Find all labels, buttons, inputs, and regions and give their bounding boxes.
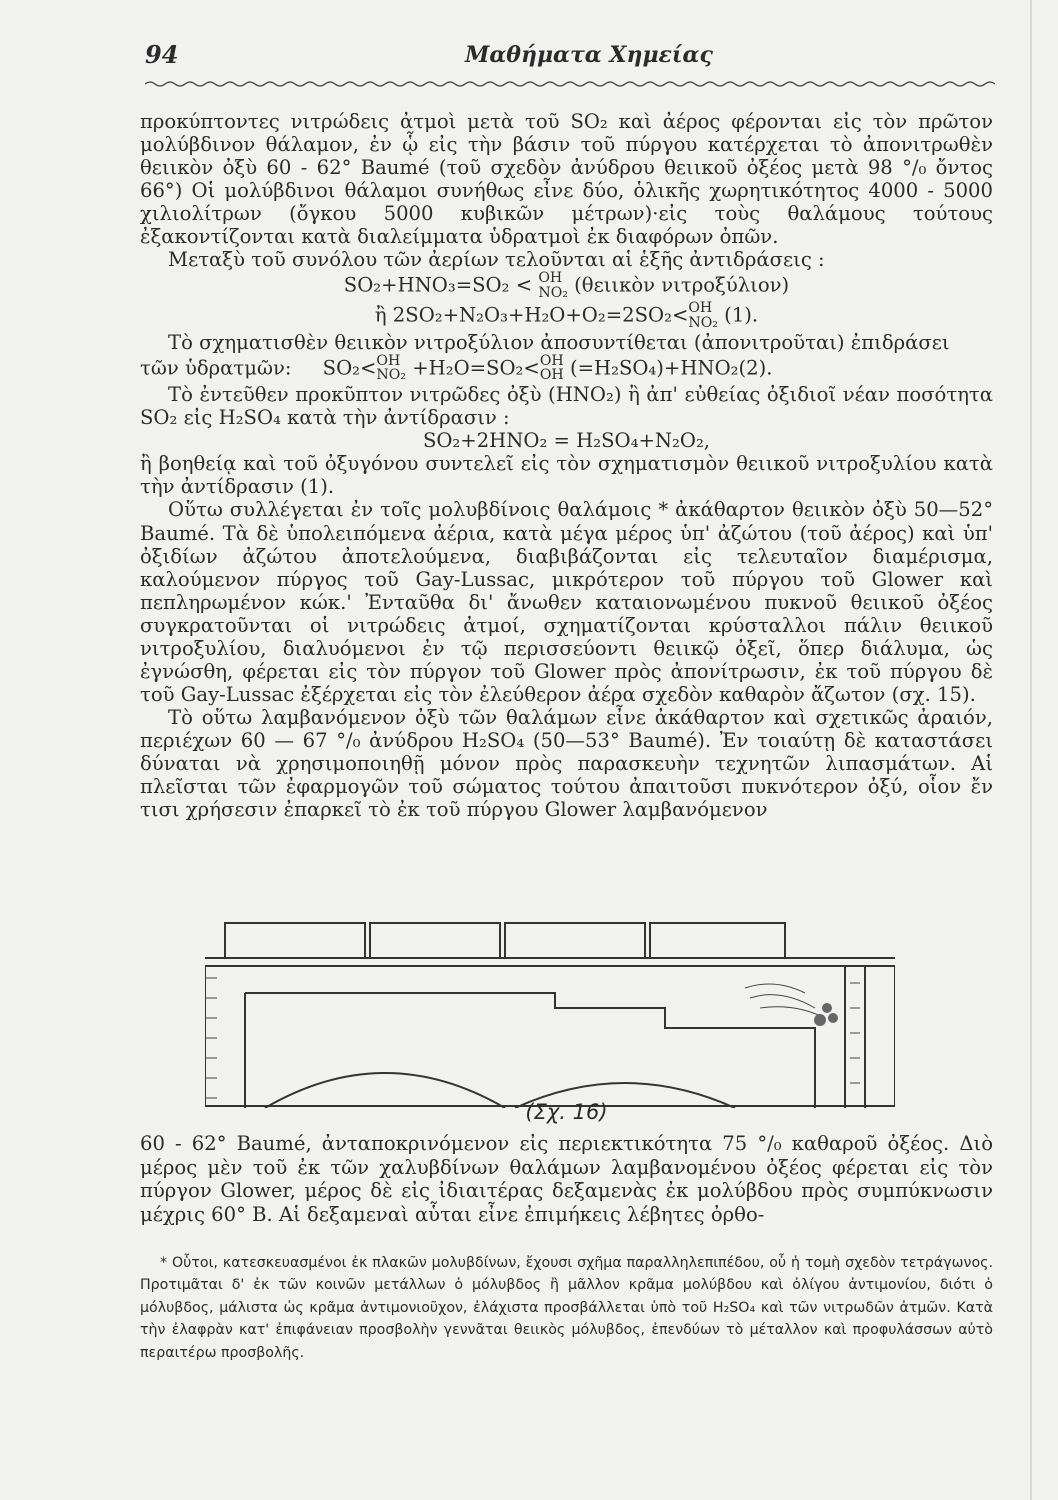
equation-text: +H₂O=SO₂ bbox=[412, 355, 524, 379]
footnote-text: * Οὗτοι, κατεσκευασμένοι ἐκ πλακῶν μολυβδίνων, ἔχουσι σχῆμα παραλληλεπιπέδου, οὗ ἡ τομὴ σχεδὸν τετράγωνος. Προτιμᾶται δ' ἐκ τῶν κοινῶν μετάλλων ὁ μόλυβδος ἢ μᾶλλον κρᾶμα μολύβδου καὶ ὀλίγου ἀντιμονίου, διότι ὁ μόλυβδος, μάλιστα ὡς κρᾶμα ἀντιμονιοῦχον, ἐλάχιστα προσβάλλεται ὑπὸ τοῦ H₂SO₄ καὶ τῶν νιτρωδῶν ἀτμῶν. Κατὰ τὴν ἐλαφρὰν κατ' ἐπιφάνειαν προσβολὴν γεννᾶται θειικὸς μόλυβδος, ἐπενδύων τὸ μέταλλον καὶ προφυλάσσων αὐτὸ περαιτέρω προσβολῆς. bbox=[140, 1255, 993, 1361]
equation-text: τῶν ὑδρατμῶν: bbox=[140, 355, 292, 379]
page-number: 94 bbox=[145, 40, 179, 69]
running-title: Μαθήματα Χημείας bbox=[465, 42, 713, 68]
fraction bbox=[376, 354, 406, 384]
equation-4: SO₂+2HNO₂ = H₂SO₄+N₂O₂, bbox=[422, 429, 711, 453]
paragraph: Μεταξὺ τοῦ συνόλου τῶν ἀερίων τελοῦνται αἱ ἑξῆς ἀντιδράσεις : bbox=[168, 248, 825, 272]
main-text-continued bbox=[140, 1132, 993, 1226]
main-text bbox=[140, 110, 993, 821]
equation-text: (=H₂SO₄)+HNO₂(2). bbox=[569, 355, 773, 379]
equation-3: τῶν ὑδρατμῶν: SO₂< OH NO₂ +H₂O=SO₂< OH OH (=H₂SO₄)+HNO₂(2). bbox=[140, 352, 773, 384]
fraction-bottom: NO₂ bbox=[688, 314, 718, 331]
equation-text: SO₂+HNO₃=SO₂ bbox=[343, 273, 510, 297]
fraction-bottom: OH bbox=[539, 367, 564, 384]
paragraph: προκύπτοντες νιτρώδεις ἀτμοὶ μετὰ τοῦ SO₂ καὶ ἀέρος φέρονται εἰς τὸν πρῶτον μολύβδινον θάλαμον, ἐν ᾧ εἰς τὴν βάσιν τοῦ πύργου κατέρχεται τὸ ἀπονιτρωθὲν θειικὸν ὀξὺ 60 - 62° Baumé (τοῦ σχεδὸν ἀνύδρου θειικοῦ ὀξέος μετὰ 98 °/₀ ὄντος 66°) Οἱ μολύβδινοι θάλαμοι συνήθως εἶνε δύο, ὁλικῆς χωρητικότητος 4000 - 5000 χιλιολίτρων (ὄγκου 5000 κυβικῶν μέτρων)·εἰς τοὺς θαλάμους τούτους ἐξακοντίζονται κατὰ διαλείμματα ὑδρατμοὶ ἐκ διαφόρων ὀπῶν. bbox=[140, 110, 993, 249]
equation-1: SO₂+HNO₃=SO₂ < OH NO₂ (θειικὸν νιτροξύλιον) bbox=[343, 270, 790, 302]
equation-text: SO₂ bbox=[322, 355, 360, 379]
fraction bbox=[688, 301, 718, 331]
fraction-top: OH bbox=[538, 270, 563, 287]
fraction bbox=[540, 354, 564, 384]
paragraph: Τὸ σχηματισθὲν θειικὸν νιτροξύλιον ἀποσυντίθεται (ἀπονιτροῦται) ἐπιδράσει bbox=[168, 330, 950, 354]
paragraph: Τὸ οὕτω λαμβανόμενον ὀξὺ τῶν θαλάμων εἶνε ἀκάθαρτον καὶ σχετικῶς ἀραιόν, περιέχων 60 — 67 °/₀ ἀνύδρου H₂SO₄ (50—53° Baumé). Ἐν τοιαύτῃ δὲ καταστάσει δύναται νὰ χρησιμοποιηθῇ μόνον πρὸς παρασκευὴν τεχνητῶν λιπασμάτων. Αἱ πλεῖσται τῶν ἐφαρμογῶν τοῦ σώματος τούτου ἀπαιτοῦσι πυκνότερον ὀξύ, οἷον ἔν τισι χρήσεσιν ἐπαρκεῖ τὸ ἐκ τοῦ πύργου Glower λαμβανόμενον bbox=[140, 705, 993, 822]
fraction-bottom: NO₂ bbox=[376, 367, 406, 384]
fraction-top: OH bbox=[376, 352, 401, 369]
pan-1 bbox=[225, 923, 365, 958]
fraction-bottom: NO₂ bbox=[538, 285, 568, 302]
header-rule bbox=[145, 80, 995, 90]
fraction-top: OH bbox=[688, 299, 713, 316]
pan-3 bbox=[505, 923, 645, 958]
lead-chamber-figure bbox=[205, 908, 895, 1108]
pan-4 bbox=[650, 923, 785, 958]
fraction-top: OH bbox=[539, 352, 564, 369]
figure-caption: (Σχ. 16) bbox=[525, 1100, 608, 1124]
paragraph: ἢ βοηθείᾳ καὶ τοῦ ὀξυγόνου συντελεῖ εἰς τὸν σχηματισμὸν θειικοῦ νιτροξυλίου κατὰ τὴν ἀντίδρασιν (1). bbox=[140, 452, 993, 499]
equation-number: (1). bbox=[724, 303, 759, 327]
footnote bbox=[140, 1252, 993, 1364]
paragraph: 60 - 62° Baumé, ἀνταποκρινόμενον εἰς περιεκτικότητα 75 °/₀ καθαροῦ ὀξέος. Διὸ μέρος μὲν τοῦ ἐκ τῶν χαλυβδίνων θαλάμων λαμβανομένου ὀξέος φέρεται εἰς τὸν πύργον Glower, μέρος δὲ εἰς ἰδιαιτέρας δεξαμενὰς ἐκ μολύβδου πρὸς συμπύκνωσιν μέχρις 60° B. Αἱ δεξαμεναὶ αὗται εἶνε ἐπιμήκεις λέβητες ὀρθο- bbox=[140, 1132, 993, 1226]
equation-2: ἢ 2SO₂+N₂O₃+H₂O+O₂=2SO₂< OH NO₂ (1). bbox=[374, 299, 759, 331]
paragraph: Τὸ ἐντεῦθεν προκῦπτον νιτρῶδες ὀξὺ (HNO₂) ἢ ἀπ' εὐθείας ὀξιδιοῖ νέαν ποσότητα SO₂ εἰς H₂SO₄ κατὰ τὴν ἀντίδρασιν : bbox=[140, 383, 993, 430]
pan-2 bbox=[370, 923, 500, 958]
equation-text: ἢ 2SO₂+N₂O₃+H₂O+O₂=2SO₂ bbox=[374, 303, 672, 327]
fraction bbox=[538, 271, 568, 301]
paragraph: Οὕτω συλλέγεται ἐν τοῖς μολυβδίνοις θαλάμοις * ἀκάθαρτον θειικὸν ὀξὺ 50—52° Baumé. Τὰ δὲ ὑπολειπόμενα ἀέρια, κατὰ μέγα μέρος ὑπ' ἀζώτου (τοῦ ἀέρος) καὶ ὑπ' ὀξιδίων ἀζώτου ἀποτελούμενα, διαβιβάζονται εἰς τελευταῖον διαμέρισμα, καλούμενον πύργος τοῦ Gay-Lussac, μικρότερον τοῦ πύργου τοῦ Glower καὶ πεπληρωμένον κώκ.' Ἐνταῦθα δι' ἄνωθεν καταιονωμένου πυκνοῦ θειικοῦ ὀξέος συγκρατοῦνται οἱ νιτρώδεις ἀτμοί, σχηματίζονται κρύσταλλοι πάλιν θειικοῦ νιτροξυλίου, διαλυόμενοι ἐν τῷ περισσεύοντι θειικῷ ὀξεῖ, ὅπερ διάλυμα, ὡς ἐγνώσθη, φέρεται εἰς τὸν πύργον τοῦ Glower πρὸς ἀπονίτρωσιν, ἐκ τοῦ πύργου δὲ τοῦ Gay-Lussac ἐξέρχεται εἰς τὸν ἐλεύθερον ἀέρα σχεδὸν καθαρὸν ἄζωτον (σχ. 15). bbox=[140, 498, 993, 706]
equation-note: (θειικὸν νιτροξύλιον) bbox=[574, 273, 790, 297]
page-header bbox=[145, 40, 995, 70]
